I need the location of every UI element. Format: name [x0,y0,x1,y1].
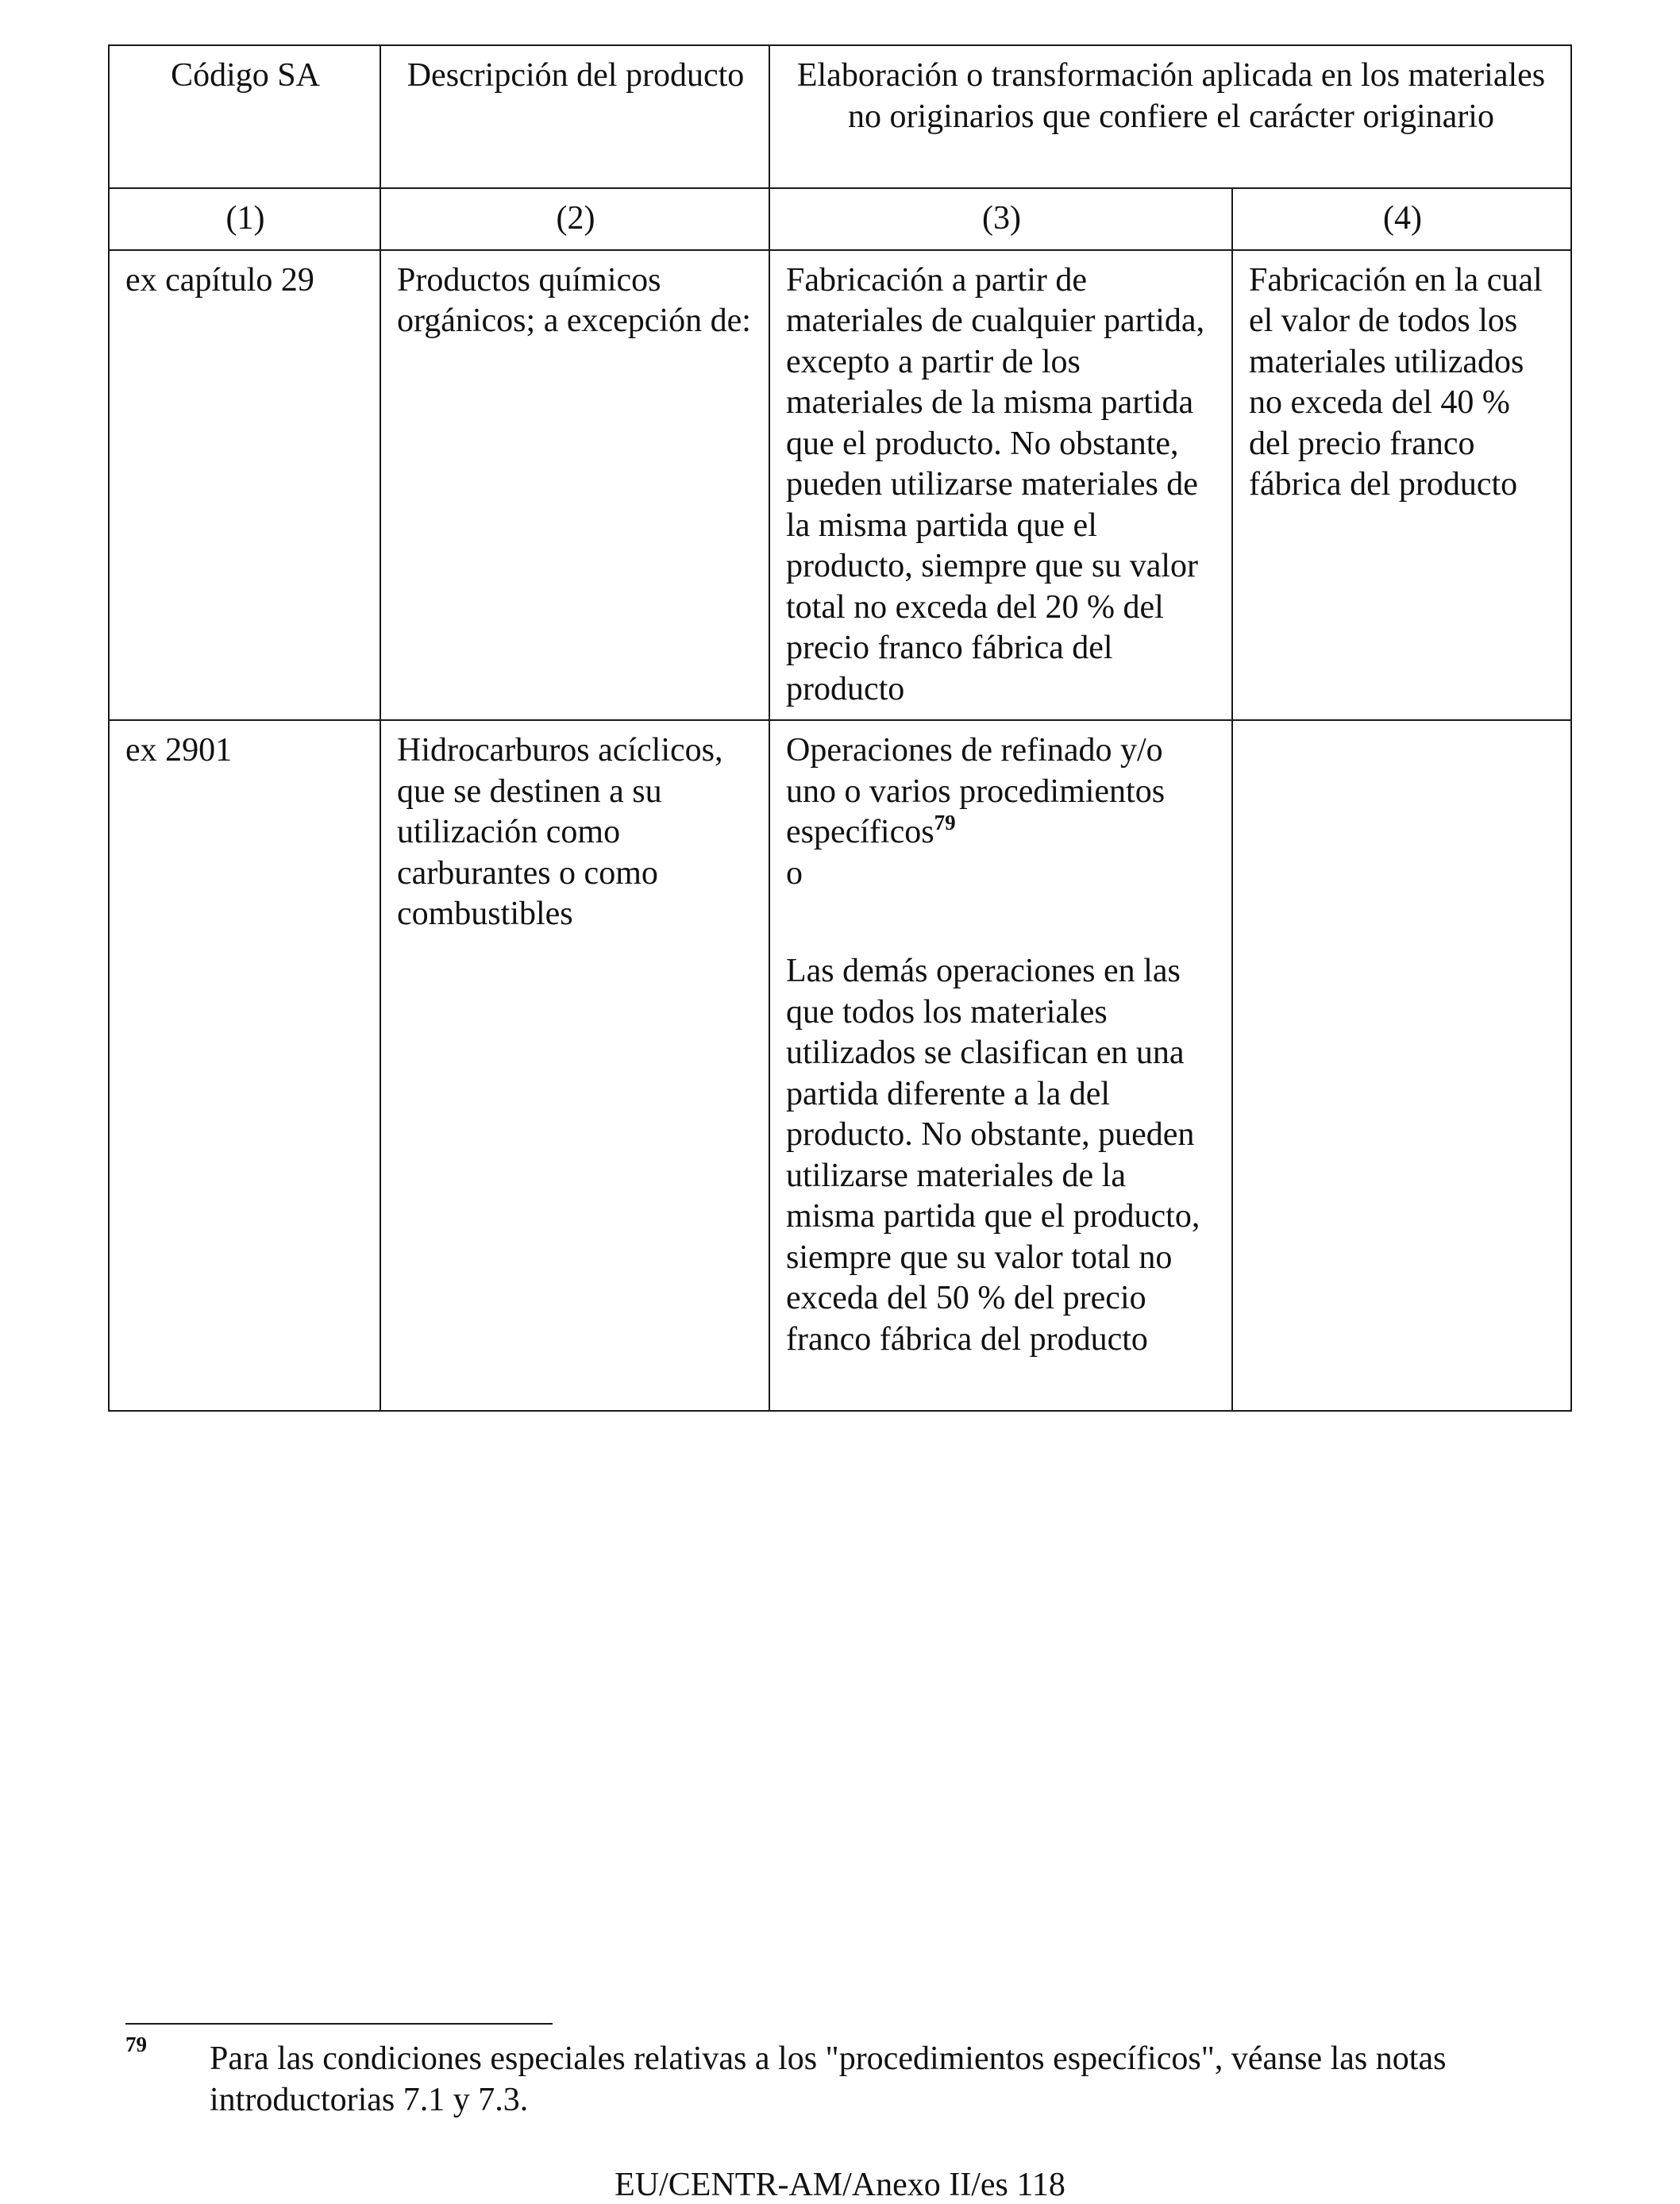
footnote-number: 79 [125,2033,147,2056]
processing-text-part2: Las demás operaciones en las que todos los materiales utilizados se clasifican en una partida diferente a la del producto. No obstante, pueden utilizarse materiales de la misma partida que el producto, siempre que su valor total no exceda del 50 % del precio franco fábrica del producto [786,953,1200,1358]
page-footer: EU/CENTR-AM/Anexo II/es 118 [615,2167,1065,2203]
description-cell: Hidrocarburos acíclicos, que se destinen a su utilización como carburantes o como combustibles [380,720,769,1411]
column-number-2: (2) [380,188,769,250]
alternative-processing-cell: Fabricación en la cual el valor de todos los materiales utilizados no exceda del 40 % del precio franco fábrica del producto [1232,250,1571,721]
processing-cell: Fabricación a partir de materiales de cualquier partida, excepto a partir de los materiales de la misma partida que el producto. No obstante, pueden utilizarse materiales de la misma partida que el producto, siempre que su valor total no exceda del 20 % del precio franco fábrica del producto [769,250,1232,721]
alternative-processing-cell [1232,720,1571,1411]
table-row [109,250,1571,721]
column-number-row [109,188,1571,250]
header-product-description: Descripción del producto [380,45,769,188]
column-number-4: (4) [1232,188,1571,250]
processing-cell [769,720,1232,1411]
hs-code-cell: ex capítulo 29 [109,250,380,721]
header-hs-code: Código SA [109,45,380,188]
footnote-divider [125,2023,553,2025]
rules-table [108,44,1572,1412]
header-row [109,45,1571,188]
processing-text-part1: Operaciones de refinado y/o uno o varios procedimientos específicos$^{79}$ [786,732,1166,850]
description-cell: Productos químicos orgánicos; a excepción de: [380,250,769,721]
column-number-3: (3) [769,188,1232,250]
footnote-text: Para las condiciones especiales relativas a los "procedimientos específicos", véanse las notas introductorias 7.1 y 7.3. [210,2040,1447,2118]
header-processing: Elaboración o transformación aplicada en los materiales no originarios que confiere el carácter originario [769,45,1571,188]
footnote-reference[interactable]: 79 [934,811,956,834]
processing-or: o [786,854,803,892]
hs-code-cell: ex 2901 [109,720,380,1411]
table-row [109,720,1571,1411]
column-number-1: (1) [109,188,380,250]
